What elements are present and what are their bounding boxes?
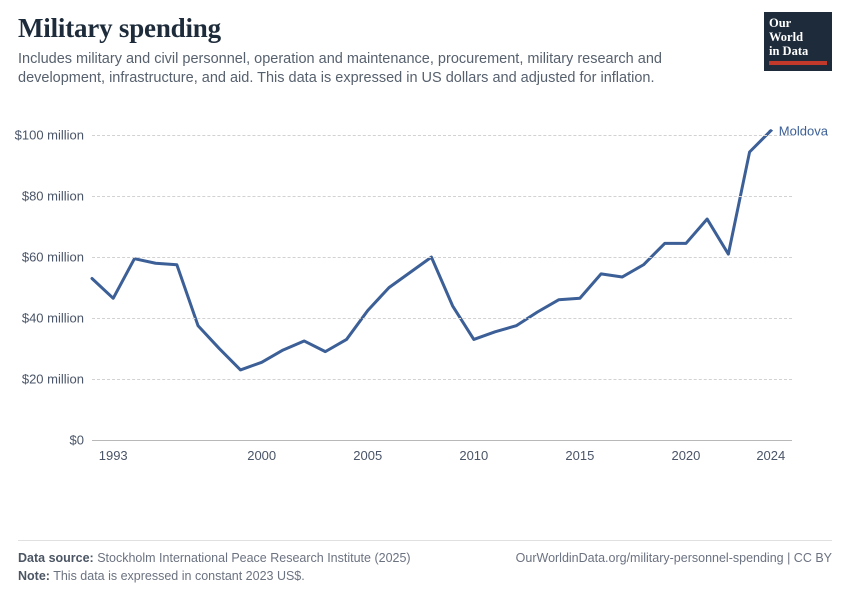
data-source-value: Stockholm International Peace Research Institute (2025) [97, 550, 411, 565]
gridline [92, 257, 792, 258]
x-axis-tick-label: 1993 [98, 448, 128, 463]
gridline [92, 135, 792, 136]
note-label: Note: [18, 569, 50, 584]
chart-footer [18, 540, 832, 587]
y-axis-tick-label: $80 million [21, 188, 84, 204]
data-source [18, 549, 411, 568]
chart-subtitle: Includes military and civil personnel, operation and maintenance, procurement, military research and development, infrastructure, and aid. This data is expressed in US dollars and adjusted for inflation. [18, 50, 662, 87]
logo-line-2: in Data [769, 44, 809, 58]
x-axis-tick-label: 2010 [459, 448, 489, 463]
x-axis-tick-label: 2005 [353, 448, 383, 463]
gridline [92, 379, 792, 380]
y-axis-tick-label: $60 million [21, 249, 84, 265]
gridline [92, 196, 792, 197]
x-axis-tick-label: 2015 [565, 448, 595, 463]
plot-region [14, 120, 828, 463]
y-axis-tick-label: $100 million [14, 127, 84, 143]
gridline [92, 440, 792, 441]
y-axis-tick-label: $0 [69, 432, 84, 448]
note-value: This data is expressed in constant 2023 US$. [53, 569, 305, 584]
y-axis-tick-label: $40 million [21, 310, 84, 326]
chart-note [18, 567, 305, 586]
series-moldova-line[interactable] [92, 120, 792, 440]
page-title: Military spending [18, 13, 221, 43]
x-axis-tick-label: 2000 [247, 448, 277, 463]
x-axis-tick-label: 2024 [756, 448, 786, 463]
series-line-path [92, 131, 771, 370]
gridline [92, 318, 792, 319]
x-axis-tick-label: 2020 [671, 448, 701, 463]
credit-link[interactable]: OurWorldinData.org/military-personnel-spending | CC BY [515, 550, 832, 565]
y-axis-tick-label: $20 million [21, 371, 84, 387]
data-source-label: Data source: [18, 550, 94, 565]
logo-line-1: Our World [769, 16, 804, 44]
chart-area [0, 96, 850, 526]
series-label-moldova[interactable]: Moldova [778, 123, 828, 139]
logo-accent-bar [769, 61, 827, 65]
our-world-in-data-logo[interactable] [764, 12, 832, 71]
series-end-marker [769, 130, 773, 132]
